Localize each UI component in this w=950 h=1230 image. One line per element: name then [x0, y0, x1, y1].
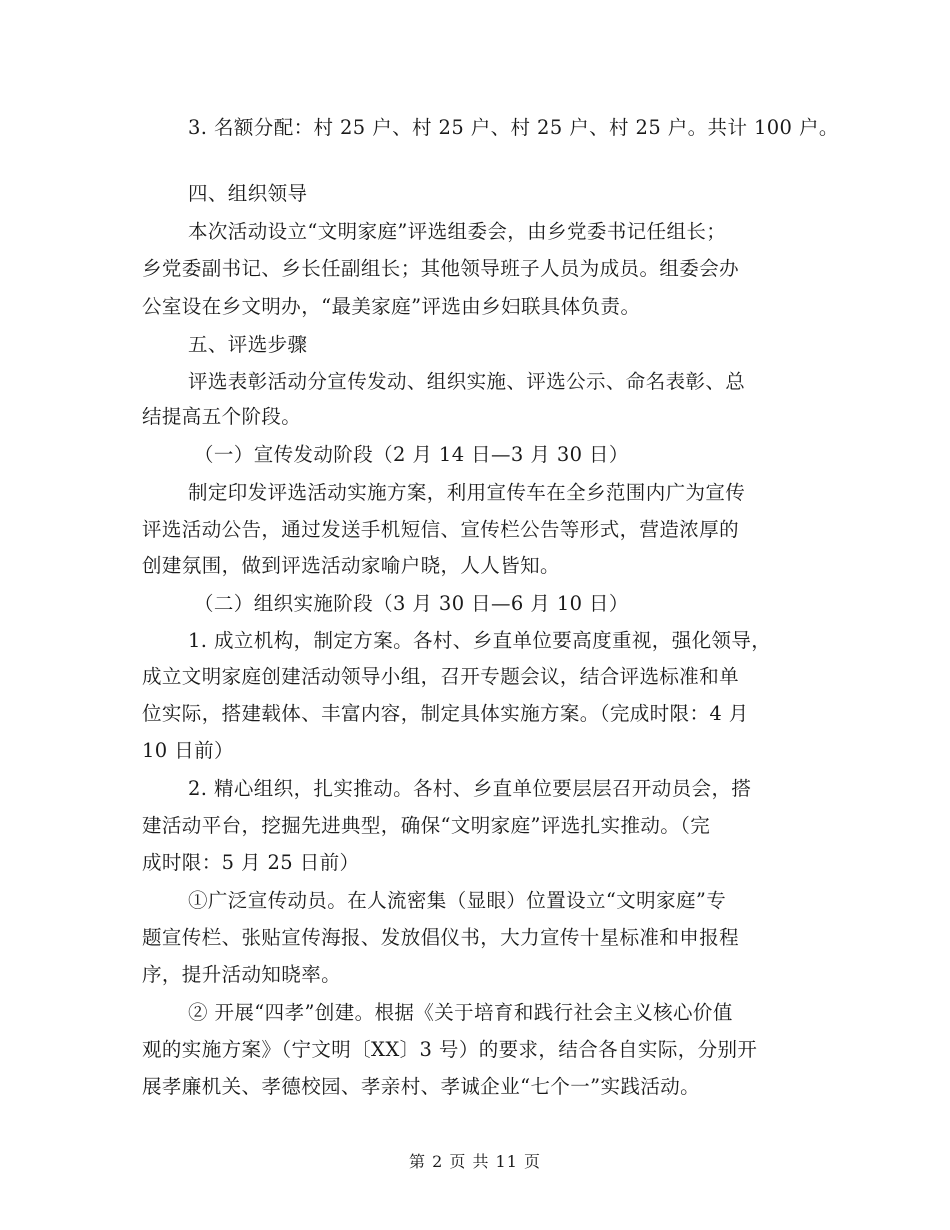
- paragraph-line: 评选活动公告，通过发送手机短信、宣传栏公告等形式，营造浓厚的: [142, 518, 740, 541]
- paragraph-line: 创建氛围，做到评选活动家喻户晓，人人皆知。: [142, 554, 560, 577]
- paragraph-line: 制定印发评选活动实施方案，利用宣传车在全乡范围内广为宣传: [188, 481, 746, 504]
- paragraph-line: 1. 成立机构，制定方案。各村、乡直单位要高度重视，强化领导，: [188, 629, 772, 652]
- section-heading: 四、组织领导: [188, 182, 308, 205]
- paragraph-line: 展孝廉机关、孝德校园、孝亲村、孝诚企业“七个一”实践活动。: [142, 1075, 701, 1098]
- paragraph-line: 观的实施方案》（宁文明〔XX〕3 号）的要求，结合各自实际，分别开: [142, 1038, 758, 1061]
- paragraph-line: 公室设在乡文明办，“最美家庭”评选由乡妇联具体负责。: [142, 295, 641, 318]
- paragraph-line: 结提高五个阶段。: [142, 405, 302, 428]
- paragraph-line: 10 日前）: [142, 739, 234, 762]
- section-heading: 五、评选步骤: [188, 333, 308, 356]
- paragraph-line: ①广泛宣传动员。在人流密集（显眼）位置设立“文明家庭”专: [188, 889, 727, 912]
- paragraph-line: 建活动平台，挖掘先进典型，确保“文明家庭”评选扎实推动。（完: [142, 814, 711, 837]
- paragraph-line: 成立文明家庭创建活动领导小组，召开专题会议，结合评选标准和单: [142, 665, 740, 688]
- paragraph-line: 评选表彰活动分宣传发动、组织实施、评选公示、命名表彰、总: [188, 370, 746, 393]
- paragraph-line: 3. 名额分配：村 25 户、村 25 户、村 25 户、村 25 户。共计 100 户。: [188, 116, 839, 139]
- paragraph-line: 成时限：5 月 25 日前）: [142, 851, 360, 874]
- subsection-heading: （二）组织实施阶段（3 月 30 日—6 月 10 日）: [194, 592, 629, 615]
- paragraph-line: 本次活动设立“文明家庭”评选组委会，由乡党委书记任组长；: [188, 220, 727, 243]
- paragraph-line: 序，提升活动知晓率。: [142, 963, 342, 986]
- paragraph-line: ② 开展“四孝”创建。根据《关于培育和践行社会主义核心价值: [188, 1001, 733, 1024]
- page-indicator: 第 2 页 共 11 页: [409, 1152, 541, 1171]
- paragraph-line: 位实际，搭建载体、丰富内容，制定具体实施方案。（完成时限：4 月: [142, 702, 749, 725]
- paragraph-line: 乡党委副书记、乡长任副组长；其他领导班子人员为成员。组委会办: [142, 257, 740, 280]
- paragraph-line: 2. 精心组织，扎实推动。各村、乡直单位要层层召开动员会，搭: [188, 777, 752, 800]
- subsection-heading: （一）宣传发动阶段（2 月 14 日—3 月 30 日）: [194, 443, 629, 466]
- paragraph-line: 题宣传栏、张贴宣传海报、发放倡仪书，大力宣传十星标准和申报程: [142, 926, 740, 949]
